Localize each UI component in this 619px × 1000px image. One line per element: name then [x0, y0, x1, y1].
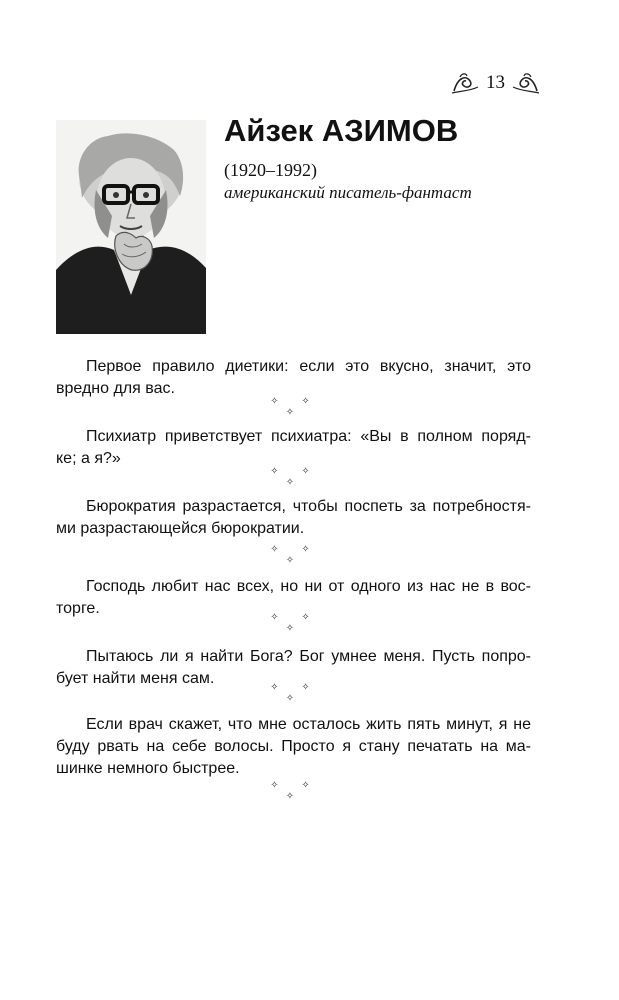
- author-name: Айзек АЗИМОВ: [224, 113, 459, 148]
- separator: ✧ ✧ ✧: [270, 612, 320, 634]
- quote-6: [56, 714, 531, 780]
- quote-line: Господь любит нас всех, но ни от одного из нас не в вос-: [86, 578, 531, 595]
- quote-3: [56, 496, 531, 540]
- quote-line: Первое правило диетики: если это вкусно, значит, это: [86, 358, 531, 375]
- page-header: [450, 68, 570, 98]
- quote-line: шинке немного быстрее.: [56, 760, 240, 777]
- author-dates: (1920–1992): [224, 160, 317, 180]
- quote-line: Бюрократия разрастается, чтобы поспеть за потребностя-: [86, 498, 531, 515]
- swirl-ornament-icon: [511, 71, 541, 95]
- quote-line: бует найти меня сам.: [56, 670, 215, 687]
- author-description: американский писатель-фантаст: [224, 183, 472, 202]
- quote-line: Пытаюсь ли я найти Бога? Бог умнее меня. Пусть попро-: [86, 648, 531, 665]
- separator: ✧ ✧ ✧: [270, 682, 320, 704]
- quote-line: вредно для вас.: [56, 380, 175, 397]
- quote-line: буду рвать на себе волосы. Просто я стану печатать на ма-: [56, 738, 531, 755]
- swirl-ornament-icon: [450, 71, 480, 95]
- separator: ✧ ✧ ✧: [270, 466, 320, 488]
- separator: ✧ ✧ ✧: [270, 780, 320, 802]
- page-number: 13: [486, 72, 505, 93]
- author-block: [224, 112, 584, 203]
- quote-line: Если врач скажет, что мне осталось жить пять минут, я не: [86, 716, 531, 733]
- quote-line: Психиатр приветствует психиатра: «Вы в полном поряд-: [86, 428, 531, 445]
- author-portrait: [56, 120, 206, 334]
- separator: ✧ ✧ ✧: [270, 544, 320, 566]
- quote-2: [56, 426, 531, 470]
- quote-1: [56, 356, 531, 400]
- quote-line: торге.: [56, 600, 100, 617]
- quote-line: ке; а я?»: [56, 450, 121, 467]
- quote-line: ми разрастающейся бюрократии.: [56, 520, 305, 537]
- separator: ✧ ✧ ✧: [270, 396, 320, 418]
